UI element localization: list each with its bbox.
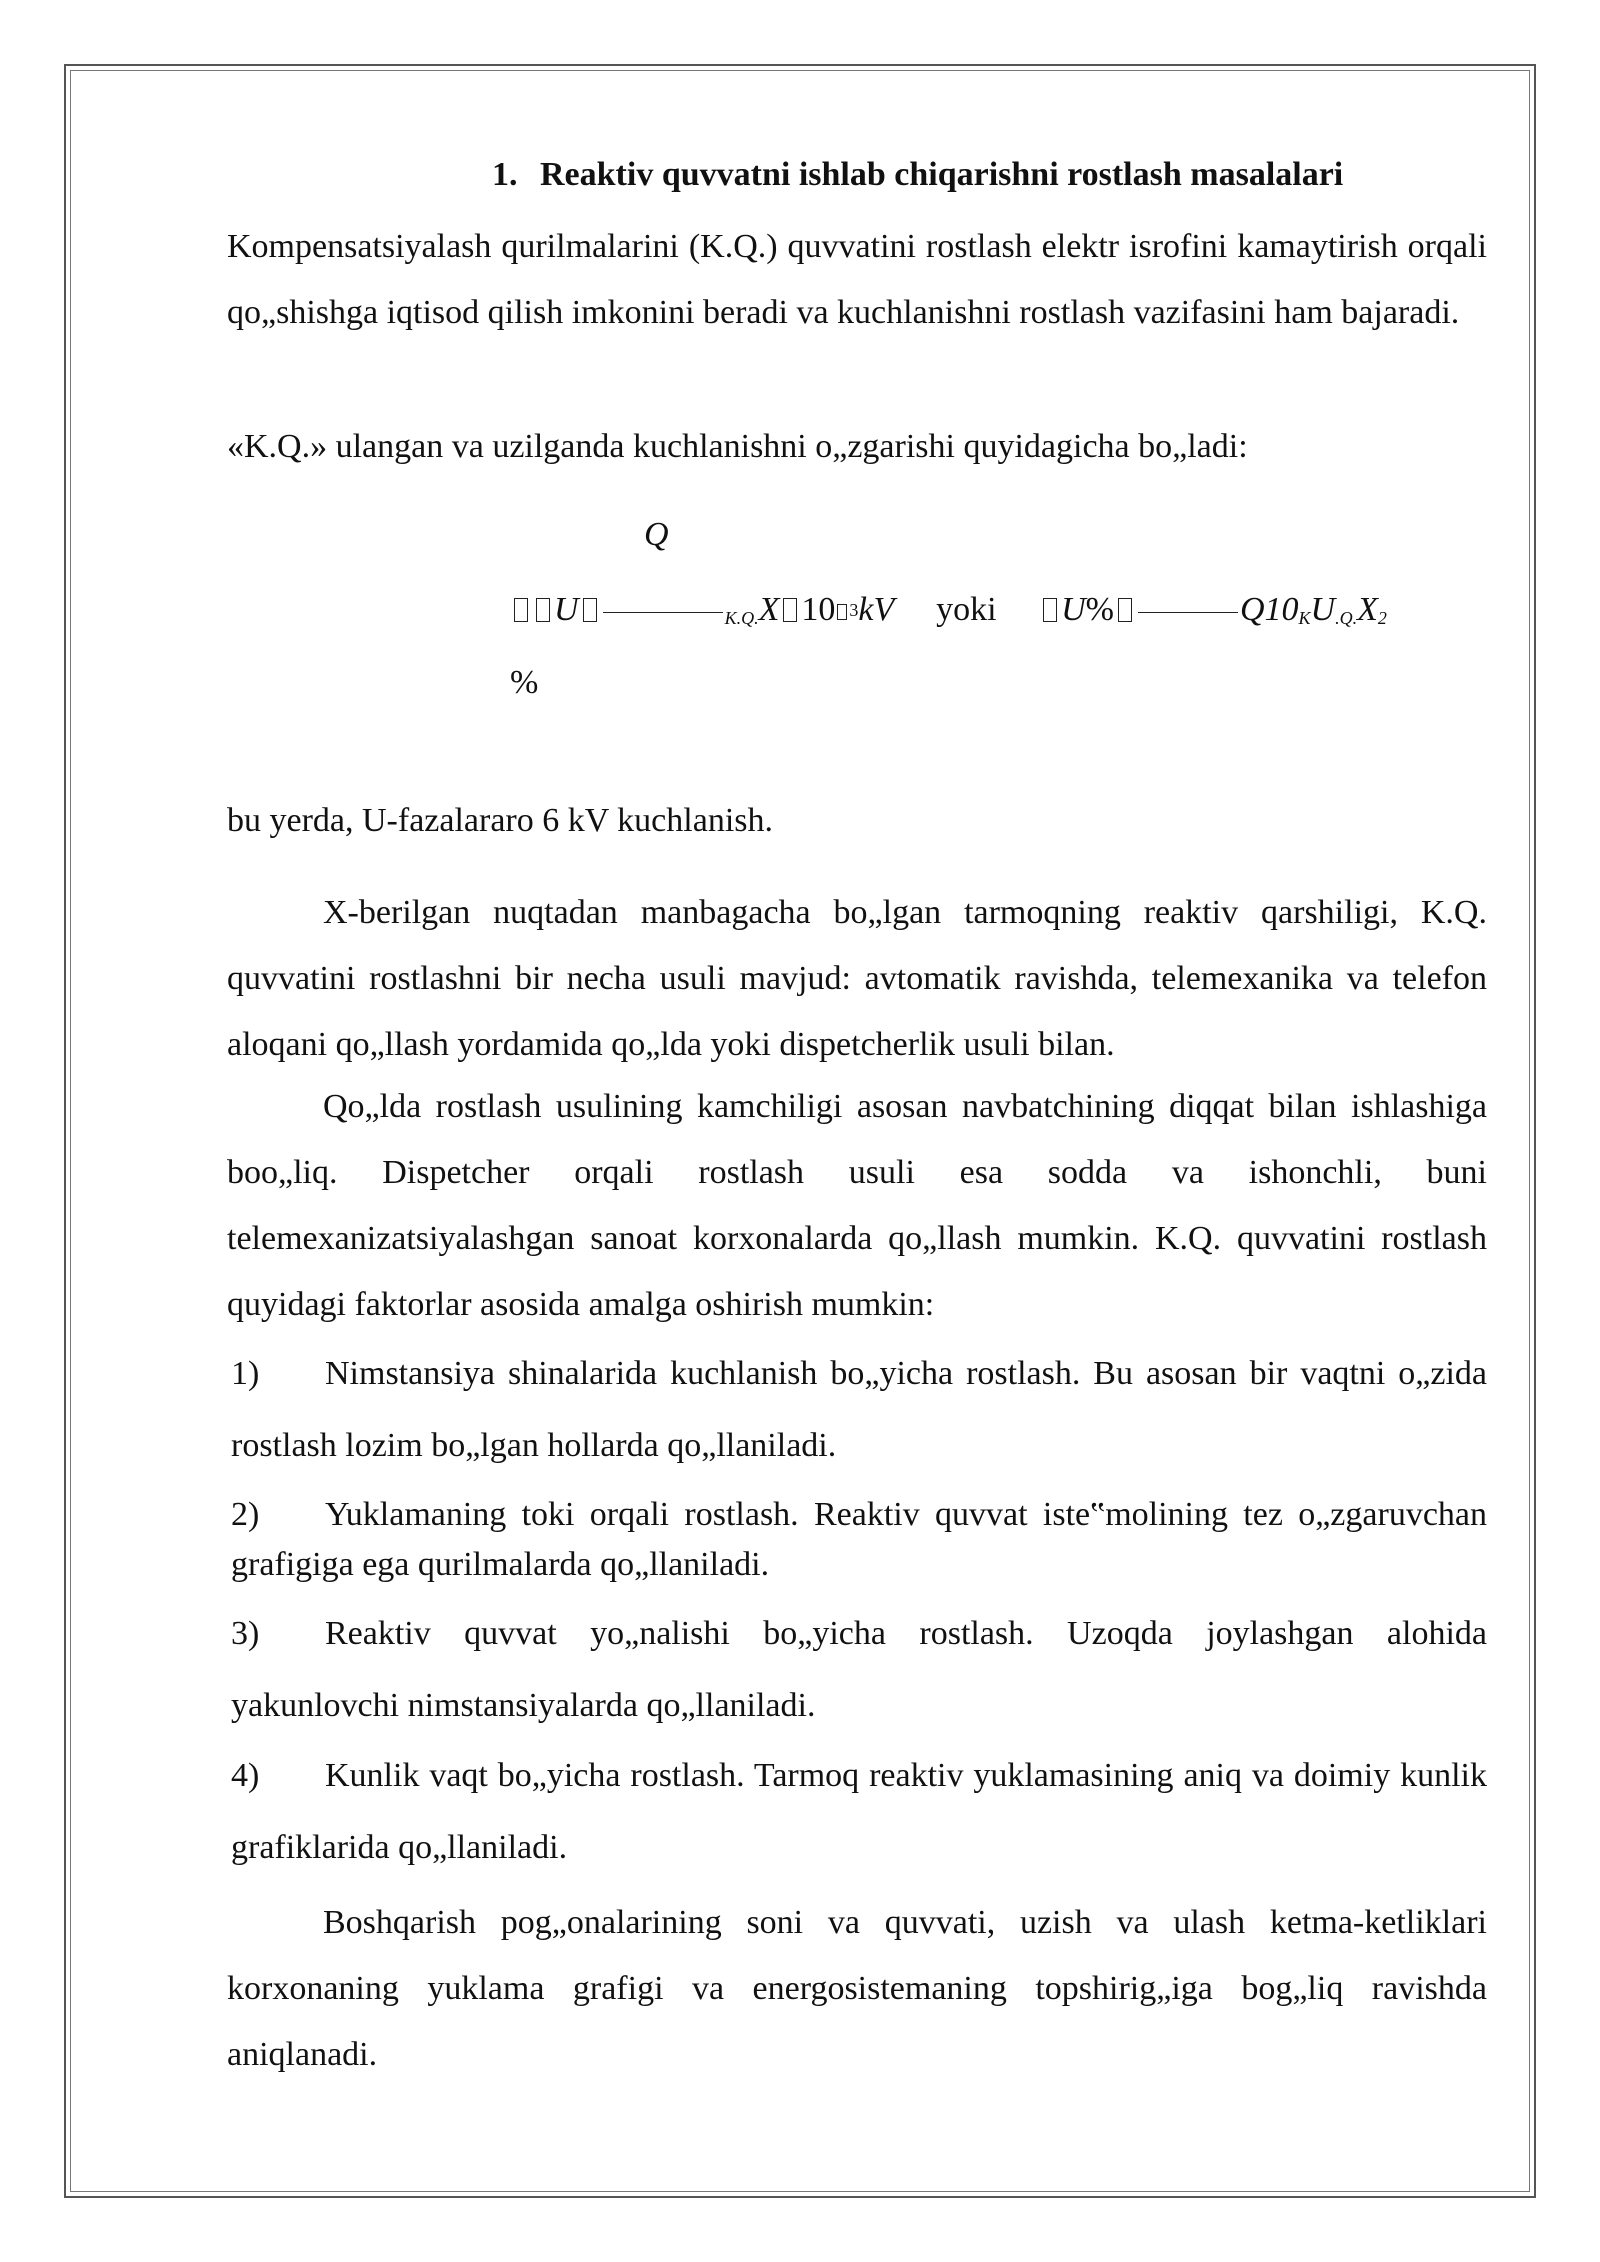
formula-symbol-box	[837, 604, 847, 620]
formula-subscript: .Q.	[1335, 608, 1358, 628]
list-number: 2)	[231, 1496, 260, 1533]
list-number: 3)	[231, 1615, 260, 1652]
heading-number: 1.	[492, 156, 518, 193]
fraction-bar	[1138, 612, 1238, 613]
formula-exponent: 3	[849, 600, 859, 620]
list-item	[231, 1740, 1487, 1884]
formula-symbol-box	[514, 598, 528, 622]
formula-numerator: Q	[644, 516, 669, 553]
list-item	[231, 1490, 1487, 1590]
list-number: 1)	[231, 1355, 260, 1392]
paragraph-where: bu yerda, U-fazalararo 6 kV kuchlanish.	[227, 802, 773, 839]
formula-subscript: 2	[1377, 608, 1387, 628]
formula-x: X	[758, 591, 780, 628]
heading-title: Reaktiv quvvatni ishlab chiqarishni rostlash masalalari	[540, 156, 1344, 193]
formula-line	[510, 585, 1387, 639]
list-text: Reaktiv quvvat yo„nalishi bo„yicha rostlash. Uzoqda joylashgan alohida yakunlovchi nimstansiyalarda qo„llaniladi.	[231, 1615, 1487, 1724]
list-text: Yuklamaning toki orqali rostlash. Reaktiv quvvat iste‟molining tez o„zgaruvchan grafigiga ega qurilmalarda qo„llaniladi.	[231, 1496, 1487, 1583]
list-item	[231, 1338, 1487, 1482]
fraction-bar	[603, 612, 723, 613]
formula-delta-u: U	[554, 591, 579, 628]
formula-yoki: yoki	[936, 591, 997, 628]
formula-symbol-box	[536, 598, 550, 622]
formula-ten: 10	[801, 591, 836, 628]
formula-symbol-box	[1043, 598, 1057, 622]
paragraph-intro: Kompensatsiyalash qurilmalarini (K.Q.) quvvatini rostlash elektr isrofini kamaytirish orqali qo„shishga iqtisod qilish imkonini beradi va kuchlanishni rostlash vazifasini ham bajaradi.	[227, 228, 1487, 331]
formula-q10: Q10	[1239, 591, 1299, 628]
section-heading	[492, 150, 1343, 200]
formula-x2: X	[1357, 591, 1378, 628]
paragraph-control-steps: Boshqarish pog„onalarining soni va quvvati, uzish va ulash ketma-ketliklari korxonaning yuklama grafigi va energosistemaning topshirig„iga bog„liq ravishda aniqlanadi.	[227, 1904, 1487, 2073]
formula-unit: kV	[858, 591, 894, 628]
list-text: Kunlik vaqt bo„yicha rostlash. Tarmoq reaktiv yuklamasining aniq va doimiy kunlik grafiklarida qo„llaniladi.	[231, 1757, 1487, 1866]
formula-symbol-box	[583, 598, 597, 622]
list-item	[231, 1598, 1487, 1742]
formula-subscript: K.Q.	[724, 608, 759, 628]
list-number: 4)	[231, 1757, 260, 1794]
formula-u-denom: U	[1310, 591, 1336, 628]
formula-u-right: U	[1061, 591, 1086, 628]
formula-subscript: K	[1298, 608, 1311, 628]
paragraph-reactance: X-berilgan nuqtadan manbagacha bo„lgan tarmoqning reaktiv qarshiligi, K.Q. quvvatini rostlashni bir necha usuli mavjud: avtomatik ravishda, telemexanika va telefon aloqani qo„llash yordamida qo„lda yoki dispetcherlik usuli bilan.	[227, 894, 1487, 1063]
list-text: Nimstansiya shinalarida kuchlanish bo„yicha rostlash. Bu asosan bir vaqtni o„zida rostlash lozim bo„lgan hollarda qo„llaniladi.	[231, 1355, 1487, 1464]
formula-percent: %	[1085, 591, 1114, 628]
formula-symbol-box	[1118, 598, 1132, 622]
paragraph-change-intro: «K.Q.» ulangan va uzilganda kuchlanishni o„zgarishi quyidagicha bo„ladi:	[227, 428, 1248, 465]
formula-percent-line: %	[510, 664, 539, 701]
formula-symbol-box	[783, 598, 797, 622]
paragraph-manual: Qo„lda rostlash usulining kamchiligi asosan navbatchining diqqat bilan ishlashiga boo„liq. Dispetcher orqali rostlash usuli esa sodda va ishonchli, buni telemexanizatsiyalashgan sanoat korxonalarda qo„llash mumkin. K.Q. quvvatini rostlash quyidagi faktorlar asosida amalga oshirish mumkin:	[227, 1088, 1487, 1323]
